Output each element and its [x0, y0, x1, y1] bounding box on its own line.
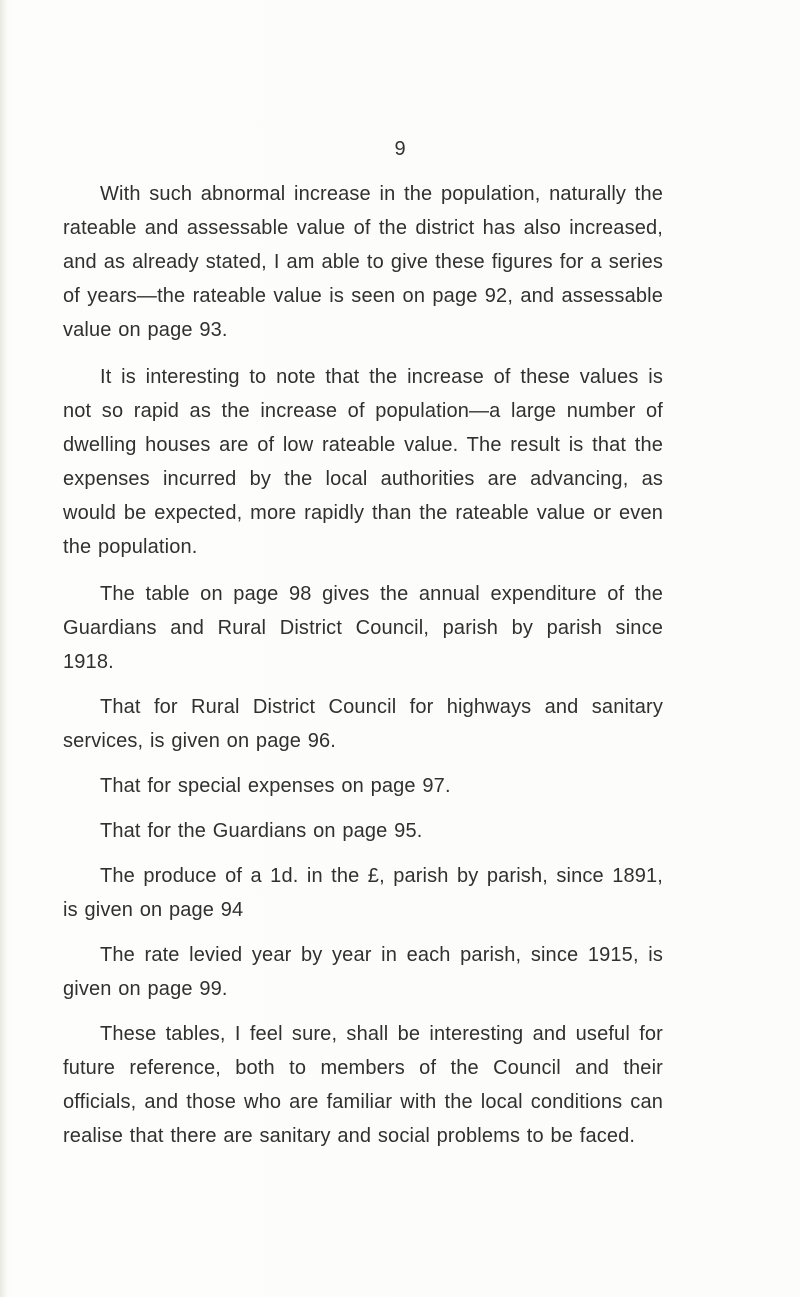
paragraph-values-population: It is interesting to note that the increase of these values is not so rapid as the increase of population—a large number of dwelling houses are of low rateable value. The result is that the expenses incurred by the local authorities are advancing, as would be expected, more rapidly than the rateable value or even the population. [63, 366, 663, 558]
paragraph-conclusion: These tables, I feel sure, shall be interesting and useful for future reference, both to members of the Council and their officials, and those who are familiar with the local conditions can realise that there are sanitary and social problems to be faced. [63, 1023, 663, 1147]
page-number: 9 [394, 138, 406, 160]
paragraph-rateable-value: With such abnormal increase in the population, naturally the rateable and assessable value of the district has also increased, and as already stated, I am able to give these figures for a series of years—the rateable value is seen on page 92, and assessable value on page 93. [63, 183, 663, 341]
paragraph-special-expenses: That for special expenses on page 97. [100, 775, 451, 797]
page-edge [0, 0, 6, 1297]
paragraph-rural-district-council: That for Rural District Council for highways and sanitary services, is given on page 96. [63, 696, 663, 752]
document-body [63, 177, 663, 1153]
paragraph-produce: The produce of a 1d. in the £, parish by parish, since 1891, is given on page 94 [63, 865, 663, 921]
paragraph-expenditure-table: The table on page 98 gives the annual expenditure of the Guardians and Rural District Council, parish by parish since 1918. [63, 583, 663, 673]
paragraph-rate-levied: The rate levied year by year in each parish, since 1915, is given on page 99. [63, 944, 663, 1000]
paragraph-guardians: That for the Guardians on page 95. [100, 820, 423, 842]
